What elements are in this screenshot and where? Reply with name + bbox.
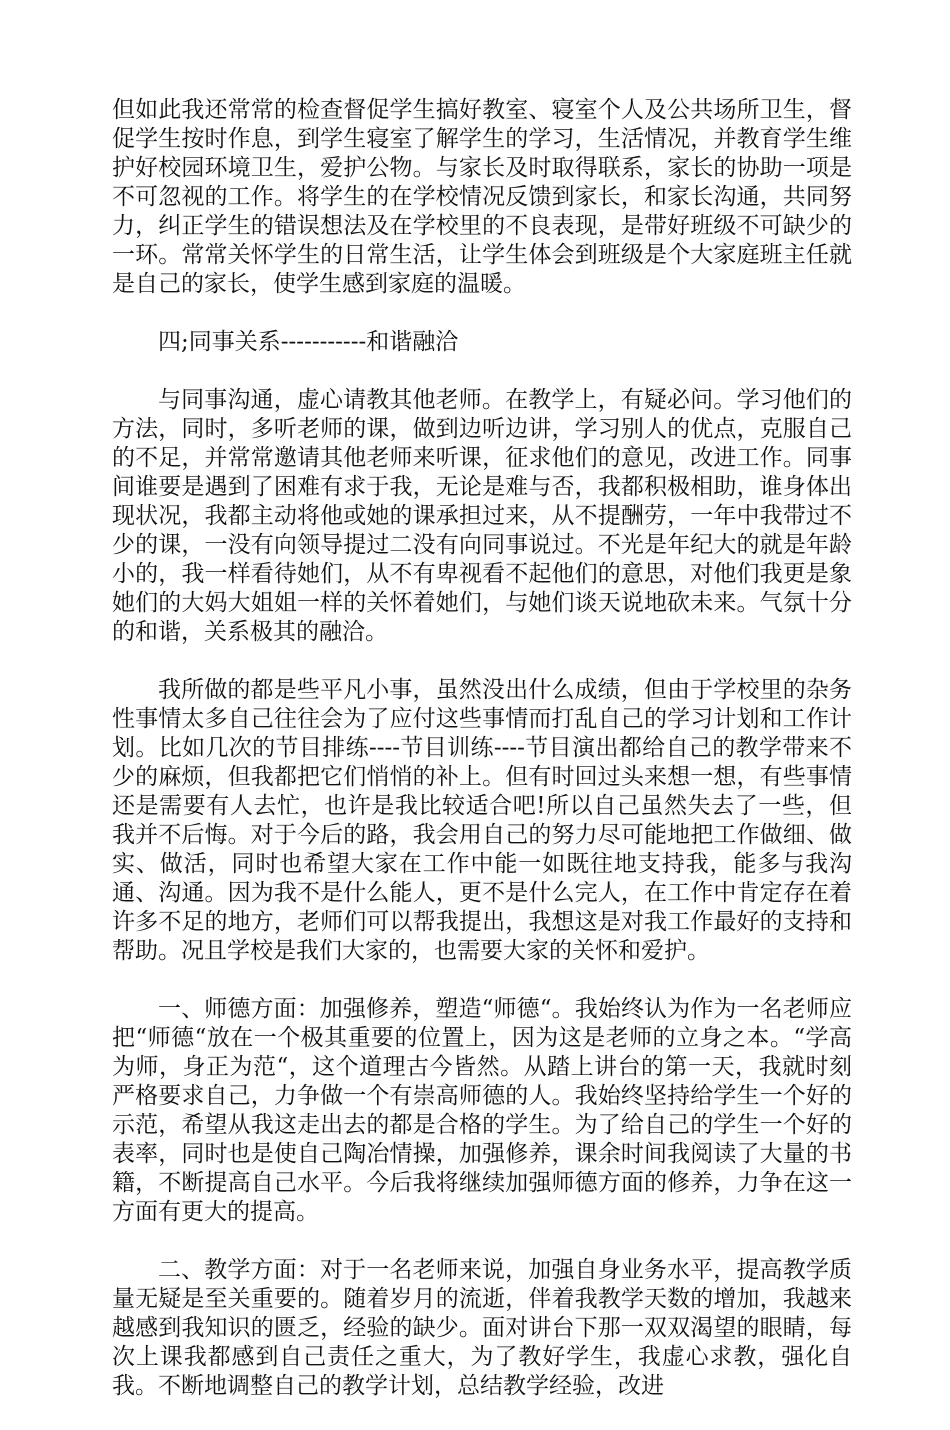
paragraph-teaching: 二、教学方面：对于一名老师来说，加强自身业务水平，提高教学质量无疑是至关重要的。随着岁月的流逝，伴着我教学天数的增加，我越来越感到我知识的匮乏，经验的缺少。面对讲台下那一双双渴望的眼睛，每次上课我都感到自己责任之重大，为了教好学生，我虚心求教，强化自我。不断地调整自己的教学计划，总结教学经验，改进 [112, 1257, 852, 1399]
paragraph-teacher-ethics: 一、师德方面：加强修养，塑造“师德“。我始终认为作为一名老师应把“师德“放在一个极其重要的位置上，因为这是老师的立身之本。“学高为师，身正为范“，这个道理古今皆然。从踏上讲台的第一天，我就时刻严格要求自己，力争做一个有崇高师德的人。我始终坚持给学生一个好的示范，希望从我这走出去的都是合格的学生。为了给自己的学生一个好的表率，同时也是使自己陶冶情操，加强修养，课余时间我阅读了大量的书籍，不断提高自己水平。今后我将继续加强师德方面的修养，力争在这一方面有更大的提高。 [112, 996, 852, 1225]
section-heading-colleague-relations: 四;同事关系-----------和谐融洽 [158, 329, 459, 355]
paragraph-ordinary-work: 我所做的都是些平凡小事，虽然没出什么成绩，但由于学校里的杂务性事情太多自己往往会为了应付这些事情而打乱自己的学习计划和工作计划。比如几次的节目排练----节目训练----节目演出都给自己的教学带来不少的麻烦，但我都把它们悄悄的补上。但有时回过头来想一想，有些事情还是需要有人去忙，也许是我比较适合吧!所以自己虽然失去了一些，但我并不后悔。对于今后的路，我会用自己的努力尽可能地把工作做细、做实、做活，同时也希望大家在工作中能一如既往地支持我，能多与我沟通、沟通。因为我不是什么能人，更不是什么完人，在工作中肯定存在着许多不足的地方，老师们可以帮我提出，我想这是对我工作最好的支持和帮助。况且学校是我们大家的，也需要大家的关怀和爱护。 [112, 677, 852, 964]
paragraph-class-management: 但如此我还常常的检查督促学生搞好教室、寝室个人及公共场所卫生，督促学生按时作息，到学生寝室了解学生的学习，生活情况，并教育学生维护好校园环境卫生，爱护公物。与家长及时取得联系，家长的协助一项是不可忽视的工作。将学生的在学校情况反馈到家长，和家长沟通，共同努力，纠正学生的错误想法及在学校里的不良表现，是带好班级不可缺少的一环。常常关怀学生的日常生活，让学生体会到班级是个大家庭班主任就是自己的家长，使学生感到家庭的温暖。 [112, 97, 852, 297]
paragraph-colleague-communication: 与同事沟通，虚心请教其他老师。在教学上，有疑必问。学习他们的方法，同时，多听老师的课，做到边听边讲，学习别人的优点，克服自己的不足，并常常邀请其他老师来听课，征求他们的意见，改进工作。同事间谁要是遇到了困难有求于我，无论是难与否，我都积极相助，谁身体出现状况，我都主动将他或她的课承担过来，从不提酬劳，一年中我带过不少的课，一没有向领导提过二没有向同事说过。不光是年纪大的就是年龄小的，我一样看待她们，从不有卑视看不起他们的意思，对他们我更是象她们的大妈大姐姐一样的关怀着她们，与她们谈天说地砍未来。气氛十分的和谐，关系极其的融洽。 [112, 387, 852, 645]
document-body [112, 96, 852, 1430]
